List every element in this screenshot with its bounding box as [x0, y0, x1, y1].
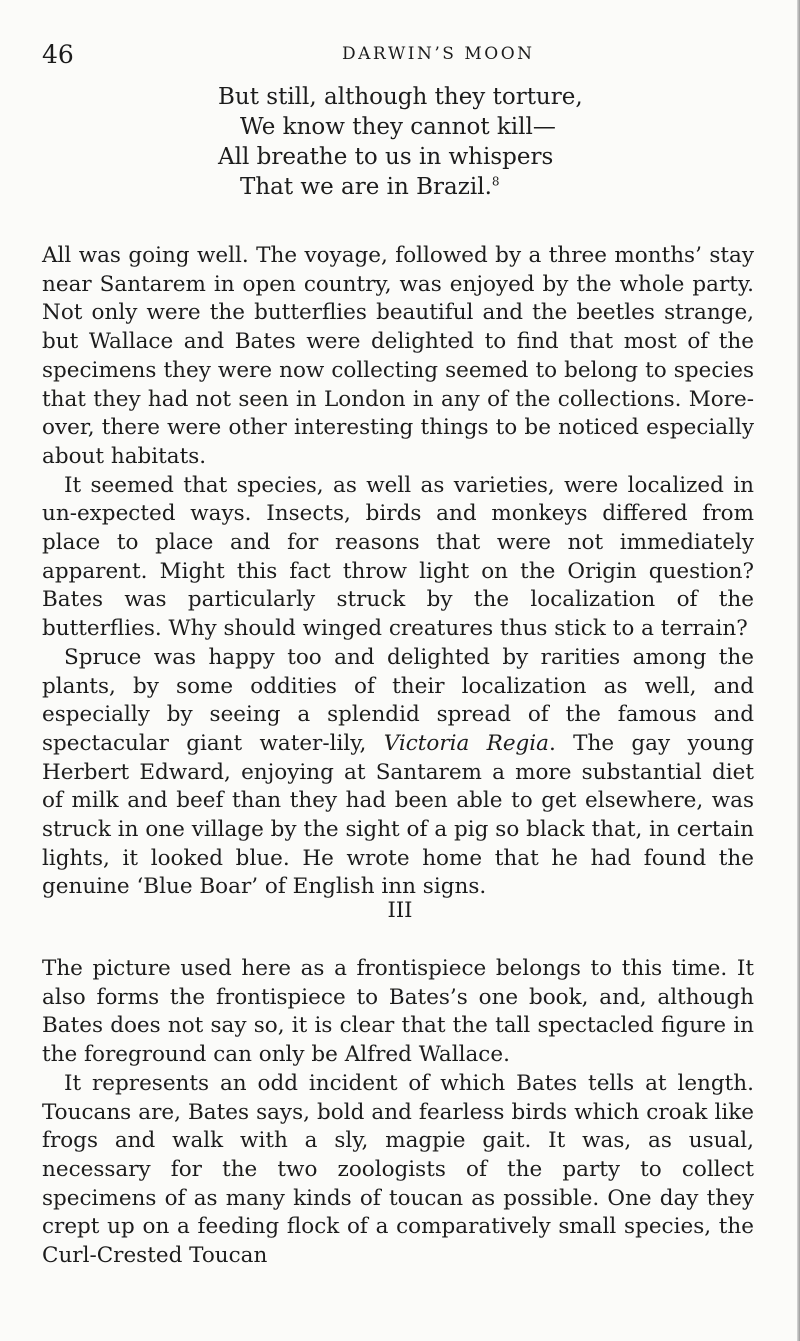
verse-quotation [218, 82, 583, 202]
footnote-reference: 8 [491, 174, 500, 189]
italic-species-name: Victoria Regia [383, 730, 550, 756]
running-head: DARWIN’S MOON [342, 44, 535, 64]
page-number: 46 [42, 40, 74, 69]
paragraph: The picture used here as a frontispiece belongs to this time. It also forms the frontispiece to Bates’s one book, and, although Bates does not say so, it is clear that the tall spectacled figure in the foreground can only be Alfred Wallace. [42, 956, 754, 1068]
verse-line: That we are in Brazil.$^8$ [240, 174, 500, 200]
section-text [42, 955, 754, 1271]
page-header [42, 40, 762, 80]
paragraph: All was going well. The voyage, followed by a three months’ stay near Santarem in open country, was enjoyed by the whole party. Not only were the butterflies beautiful and the beetles strange, but Wallace and Bates were delighted to find that most of the specimens they were now collecting seemed to belong to species that they had not seen in London in any of the collections. More-over, there were other interesting things to be noticed especially about habitats. [42, 243, 754, 469]
body-text [42, 242, 754, 902]
paragraph: Spruce was happy too and delighted by rarities among the plants, by some oddities of their localization as well, and especially by seeing a splendid spread of the famous and spectacular giant water-lily, Victoria Regia. The gay young Herbert Edward, enjoying at Santarem a more substantial diet of milk and beef than they had been able to get elsewhere, was struck in one village by the sight of a pig so black that, in certain lights, it looked blue. He wrote home that he had found the genuine ‘Blue Boar’ of English inn signs. [42, 644, 755, 900]
verse-line: All breathe to us in whispers [218, 144, 554, 170]
verse-line: We know they cannot kill— [240, 114, 556, 140]
paragraph: It seemed that species, as well as varieties, were localized in un-expected ways. Insects, birds and monkeys differed from place to place and for reasons that were not immediately apparent. Might this fact throw light on the Origin question? Bates was particularly struck by the localization of the butterflies. Why should winged creatures thus stick to a terrain? [42, 472, 754, 642]
section-number: III [387, 898, 413, 922]
paragraph: It represents an odd incident of which Bates tells at length. Toucans are, Bates says, bold and fearless birds which croak like frogs and walk with a sly, magpie gait. It was, as usual, necessary for the two zoologists of the party to collect specimens of as many kinds of toucan as possible. One day they crept up on a feeding flock of a comparatively small species, the Curl-Crested Toucan [42, 1070, 754, 1269]
verse-line: But still, although they torture, [218, 84, 583, 110]
